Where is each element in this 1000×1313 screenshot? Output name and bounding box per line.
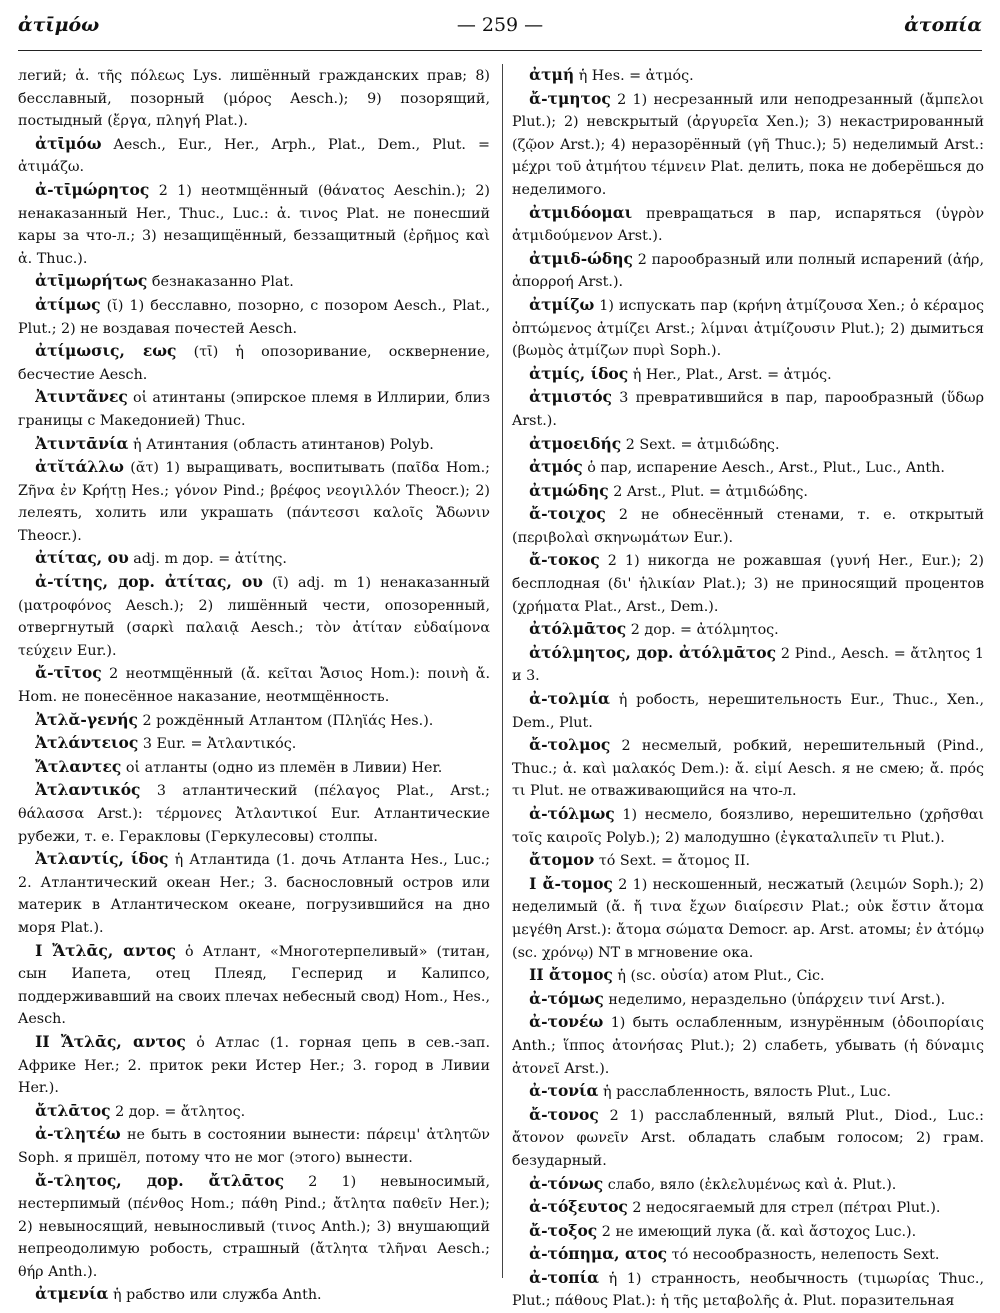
entry-text: ὁ пар, испарение Aesch., Arst., Plut., Luc., Anth. [587,460,945,477]
headword: ἄ-τονος [529,1104,599,1124]
headword: ἀ-τονία [529,1081,599,1101]
entry-text: (ῑ) adj. m 1) ненаказанный (ματροφόνος Aesch.); 2) лишённый чести, опозоренный, отвергнутый (σαρκὶ παλαιᾷ Aesch.; τὸν ἀτίταν εὐδαίμονα τεύχειν Eur.). [18,575,490,659]
entry-text: 1) испускать пар (κρήνη ἀτμίζουσα Xen.; ὁ κέραμος ὀπτώμενος ἀτμίζει Arst.; λίμναι ἀτμίζουσιν Plut.); 2) дымиться (βωμὸς ἀτμίζων πυρὶ Soph.). [512,297,984,360]
dictionary-entry [18,294,490,340]
headword: ἀ-τῑμώρητος [35,179,150,199]
headword: ἄ-τῑτος [35,663,102,683]
headword: ἀ-τόλμως [529,804,615,823]
dictionary-entry [512,294,984,363]
headword: ἀτμιστός [529,387,612,407]
dictionary-entry [18,1283,490,1307]
entry-text: (τῑ) ἡ опозоривание, осквернение, бесчестие Aesch. [18,344,490,383]
headword: ἀτμιδόομαι [529,202,633,222]
entry-text: 2 1) несрезанный или неподрезанный (ἄμπελοι Plut.); 2) невскрытый (ἀργυρεῖα Xen.); 3) некастрированный (ζῷον Arst.); 4) неразорённый (γῆ Thuc.); 5) неделимый Arst.: μέχρι τοῦ ἀτμήτου τέμνειν Plat. делить, пока не доберёшься до неделимого. [512,91,985,198]
entry-text: ἡ робость, нерешительность Eur., Thuc., Xen., Dem., Plut. [512,692,985,731]
entry-text: 3 превратившийся в пар, парообразный (ὕδωρ Arst.). [512,390,984,429]
entry-text: 1) быть ослабленным, изнурённым (ὁδοιπορίαις Anth.; ἵππος ἀτονήσας Plut.); 2) слабеть, убывать (ἡ δύναμις ἀτονεῖ Arst.). [512,1015,985,1077]
entry-text: (ῐ) 1) бесславно, позорно, с позором Aesch., Plat., Plut.; 2) не воздавая почестей Aesch. [18,297,490,337]
dictionary-entry [18,709,490,733]
headword: II Ἄτλᾱς, αντος [35,1031,186,1051]
headword: ἀ-τοπία [529,1267,600,1287]
headword: ἄ-τοξος [529,1220,598,1240]
dictionary-entry [512,803,984,849]
entry-text: 2 дор. = ἀτόλμητος. [630,622,779,639]
column-divider [502,64,503,1278]
dictionary-entry [18,386,490,432]
entry-text: 2 недосягаемый для стрел (πέτραι Plut.). [632,1200,941,1217]
dictionary-entry [512,642,984,688]
headword: I ἄ-τομος [529,873,613,893]
entry-text: 2 1) никогда не рожавшая (γυνή Her., Eur.); 2) бесплодная (δι' ἡλικίαν Plat.); 3) не приносящий процентов (χρήματα Plat., Arst., Dem.). [512,553,984,615]
entry-text: легий; ἀ. τῆς πόλεως Lys. лишённый гражданских прав; 8) бесславный, позорный (μόρος Aesch.); 9) позорящий, постыдный (ἔργα, πληγή Plat.). [18,68,490,130]
entry-text: 2 Sext. = ἀτμιδώδης. [625,436,780,453]
headword: ἀ-τόξευτος [529,1197,628,1217]
headword: ἀ-τονέω [529,1012,604,1032]
headword: I Ἄτλᾱς, αντος [35,940,176,960]
dictionary-entry [18,340,490,386]
entry-text: ἡ расслабленность, вялость Plut., Luc. [603,1084,892,1101]
entry-text: ὁ Атлас (1. горная цепь в сев.-зап. Африке Her.; 2. приток реки Истер Her.; 3. город в Ливии Her.). [18,1034,490,1097]
entry-text: 2 1) нескошенный, несжатый (λειμών Soph.); 2) неделимый (ἄ. ἤ τινα ἔχων διαίρεσιν Plat.; οὐκ ἔστιν ἄτομα μεγέθη Arst.): ἄτομα σώματα Democr. ap. Arst. атомы; ἐν ἀτόμῳ (sc. χρόνῳ) NT в мгновение ока. [512,876,984,961]
dictionary-entry [512,456,984,480]
dictionary-entry [18,1031,490,1100]
entry-text: τό несообразность, нелепость Sext. [671,1247,940,1264]
dictionary-entry [512,1220,984,1244]
dictionary-entry [18,662,490,708]
dictionary-entry [512,1011,984,1080]
headword: Ἄτλαντες [35,756,122,776]
headword: II ἄτομος [529,965,613,985]
entry-text: (ᾰτ) 1) выращивать, воспитывать (παῖδα Hom.; Ζῆνα ἐν Κρήτῃ Hes.; γόνον Pind.; βρέφος νεογιλλόν Theocr.); 2) лелеять, холить или украшать (πάντεσσι καλοῖς Ἄδωνιν Theocr.). [18,460,490,544]
dictionary-entry [18,779,490,848]
entry-text: Aesch., Eur., Her., Arph., Plat., Dem., Plut. = ἀτιμάζω. [18,136,490,176]
dictionary-entry [512,873,984,964]
running-head-left: ἀτῑμόω [18,14,100,36]
entry-text: 1) несмело, боязливо, нерешительно (χρῆσθαι τοῖς καιροῖς Polyb.); 2) малодушно (ἐγκαταλιπεῖν τι Plut.). [512,807,984,846]
entry-text: 2 1) невыносимый, нестерпимый (πένθος Hom.; πάθη Pind.; ἄτλητα παθεῖν Her.); 2) невыносящий, невыносливый (τινος Anth.); 3) внушающий непреодолимую робость, страшный (ἄτλητα τλῆναι Aesch.; θήρ Anth.). [18,1173,490,1280]
dictionary-entry [512,386,984,432]
headword: ἀτμή [529,65,575,84]
dictionary-entry [512,64,984,88]
headword: ἀτμοειδής [529,433,622,453]
entry-text: ἡ 1) странность, необычность (τιμωρίας Thuc., Plut.; πάθους Plat.): ἡ τῆς μεταβολῆς ἀ. Plut. поразительная [512,1270,984,1310]
entry-text: не быть в состоянии вынести: πάρειμ' ἀτλητῶν Soph. я пришёл, потому что не мог (этого) вынести. [18,1127,490,1166]
dictionary-entry [512,202,984,248]
dictionary-entry [512,248,984,294]
headword: Ἀτλᾰ-γενής [35,709,138,729]
entry-text: 2 Pind., Aesch. = ἄτλητος 1 и 3. [512,645,984,685]
entry-text: 3 атлантический (πέλαγος Plat., Arst.; θάλασσα Arst.): τέρμονες Ἀτλαντικοί Eur. Атлантические рубежи, т. е. Геракловы (Геркулесовы) столпы. [18,783,490,845]
headword: Ἀτιντᾱνία [35,433,129,453]
headword: ἀτόλμᾱτος [529,619,627,639]
headword: Ἀτλαντίς, ίδος [35,849,169,869]
headword: ἀτμίς, ίδος [529,363,629,383]
headword: ἄ-τοκος [529,550,600,570]
headword: ἄ-τολμος [529,735,611,755]
dictionary-entry [512,503,984,549]
dictionary-entry [512,1267,984,1313]
entry-text: слабо, вяло (ἐκλελυμένως καὶ ἀ. Plut.). [607,1176,897,1193]
page-header [18,12,982,46]
dictionary-entry [18,1100,490,1124]
dictionary-entry [512,549,984,618]
page-number: — 259 — [456,14,544,36]
dictionary-entry [18,133,490,179]
headword: ἄ-τμητος [529,88,611,108]
headword: ἀτῑμόω [35,133,102,153]
entry-text: 2 парообразный или полный испарений (ἀήρ, ἀπορροή Arst.). [512,251,985,291]
dictionary-entry [18,940,490,1031]
dictionary-entry [18,64,490,133]
dictionary-entry [512,363,984,387]
headword: ἀτμίζω [529,294,595,314]
headword: ἀ-τίτης, дор. ἀτίτας, ου [35,572,263,592]
headword: Ἀτλαντικός [35,780,141,800]
headword: ἀ-τολμία [529,689,610,709]
entry-text: 2 1) расслабленный, вялый Plut., Diod., Luc.: ἄτονον φωνεῖν Arst. обладать слабым голосом; 2) грам. безударный. [512,1107,984,1169]
headword: ἀτίμως [35,294,101,314]
dictionary-entry [18,1123,490,1169]
headword: ἀτίμωσις, εως [35,341,177,361]
entry-text: τό Sext. = ἄτομος II. [598,853,751,870]
left-column [18,64,490,1307]
dictionary-entry [18,848,490,939]
dictionary-entry [512,88,984,202]
dictionary-entry [512,988,984,1012]
headword: ἄ-τοιχος [529,504,606,524]
entry-text: 3 Eur. = Ἀτλαντικός. [142,736,297,753]
entry-text: 2 несмелый, робкий, нерешительный (Pind., Thuc.; ἀ. καὶ μαλακός Dem.): ἄ. εἰμί Aesch. я не смею; ἄ. πρός τι Plut. не отваживающийся на что-л. [512,738,985,800]
dictionary-entry [512,618,984,642]
entry-text: неделимо, нераздельно (ὑπάρχειν τινί Arst.). [608,991,946,1008]
entry-text: 2 Arst., Plut. = ἀτμιδώδης. [613,483,808,500]
headword: ἀτμώδης [529,480,609,500]
headword: ἀτμός [529,457,583,477]
entry-text: ἡ (sc. οὐσία) атом Plut., Cic. [617,968,825,985]
entry-text: 2 неотмщённый (ἄ. κεῖται Ἄσιος Hom.): ποινὴ ἄ. Hom. не понесённое наказание, неотмщённость. [18,666,491,706]
entry-text: οἱ атинтаны (эпирское племя в Иллирии, близ границы с Македонией) Thuc. [18,390,491,429]
headword: ἀ-τόμως [529,988,604,1008]
entry-text: ἡ Атлантида (1. дочь Атланта Hes., Luc.; 2. Атлантический океан Her.; 3. баснословный остров или материк в Атлантическом океане, погрузившийся на дно моря Plat.). [18,852,491,936]
entry-text: ἡ рабство или служба Anth. [113,1287,322,1304]
dictionary-entry [512,849,984,873]
headword: ἀ-τόπημα, ατος [529,1244,668,1264]
dictionary-entry [18,732,490,756]
dictionary-entry [512,1104,984,1173]
headword: ἄ-τλητος, дор. ἄτλᾱτος [35,1170,285,1190]
headword: ἀ-τόνως [529,1173,604,1193]
headword: ἀτῑμωρήτως [35,271,148,291]
dictionary-entry [18,179,490,270]
running-head-right: ἀτοπία [904,14,982,36]
dictionary-entry [18,1170,490,1284]
dictionary-entry [18,270,490,294]
headword: ἄτομον [529,850,595,870]
headword: ἀτμενία [35,1284,109,1304]
headword: Ἀτιντᾶνες [35,387,128,407]
dictionary-entry [512,1080,984,1104]
entry-text: превращаться в пар, испаряться (ὑγρὸν ἀτμιδούμενον Arst.). [512,205,985,245]
headword: ἀτμιδ-ώδης [529,248,633,268]
headword: Ἀτλάντειος [35,733,139,753]
dictionary-entry [18,433,490,457]
dictionary-entry [512,1173,984,1197]
headword: ἀτῐτάλλω [35,457,124,477]
entry-text: безнаказанно Plat. [151,274,294,291]
entry-text: 2 не имеющий лука (ἄ. καὶ ἄστοχος Luc.). [601,1223,917,1240]
dictionary-entry [512,1196,984,1220]
entry-text: ἡ Hes. = ἀτμός. [578,68,694,84]
entry-text: 2 дор. = ἄτλητος. [115,1103,246,1120]
dictionary-entry [18,547,490,571]
entry-text: adj. m дор. = ἀτίτης. [133,551,287,568]
dictionary-entry [512,433,984,457]
headword: ἀτίτας, ου [35,548,129,568]
dictionary-entry [18,456,490,547]
dictionary-entry [18,756,490,780]
right-column [512,64,984,1313]
dictionary-entry [512,1243,984,1267]
dictionary-entry [512,964,984,988]
entry-text: ἡ Атинтания (область атинтанов) Polyb. [132,436,434,453]
dictionary-entry [512,734,984,803]
entry-text: 2 не обнесённый стенами, т. е. открытый (περιβολαὶ σκηνωμάτων Eur.). [512,507,984,546]
dictionary-entry [512,688,984,734]
entry-text: 2 рождённый Атлантом (Πληϊάς Hes.). [142,712,434,729]
headword: ἀ-τλητέω [35,1124,121,1144]
entry-text: ὁ Атлант, «Многотерпеливый» (титан, сын Иапета, отец Плеяд, Гесперид и Калипсо, поддерживавший на своих плечах небесный свод) Hom., Hes., Aesch. [18,943,490,1028]
headword: ἀτόλμητος, дор. ἀτόλμᾱτος [529,642,777,662]
dictionary-entry [18,571,490,662]
entry-text: ἡ Her., Plat., Arst. = ἀτμός. [632,366,832,383]
entry-text: οἱ атланты (одно из племён в Ливии) Her. [125,759,443,776]
dictionary-entry [512,480,984,504]
headword: ἄτλᾱτος [35,1100,111,1120]
header-rule [18,50,982,51]
entry-text: 2 1) неотмщённый (θάνατος Aeschin.); 2) ненаказанный Her., Thuc., Luc.: ἀ. τινος Plat. не понесший кары за что-л.; 3) незащищённый, беззащитный (ἐρῆμος καὶ ἀ. Thuc.). [18,182,491,267]
